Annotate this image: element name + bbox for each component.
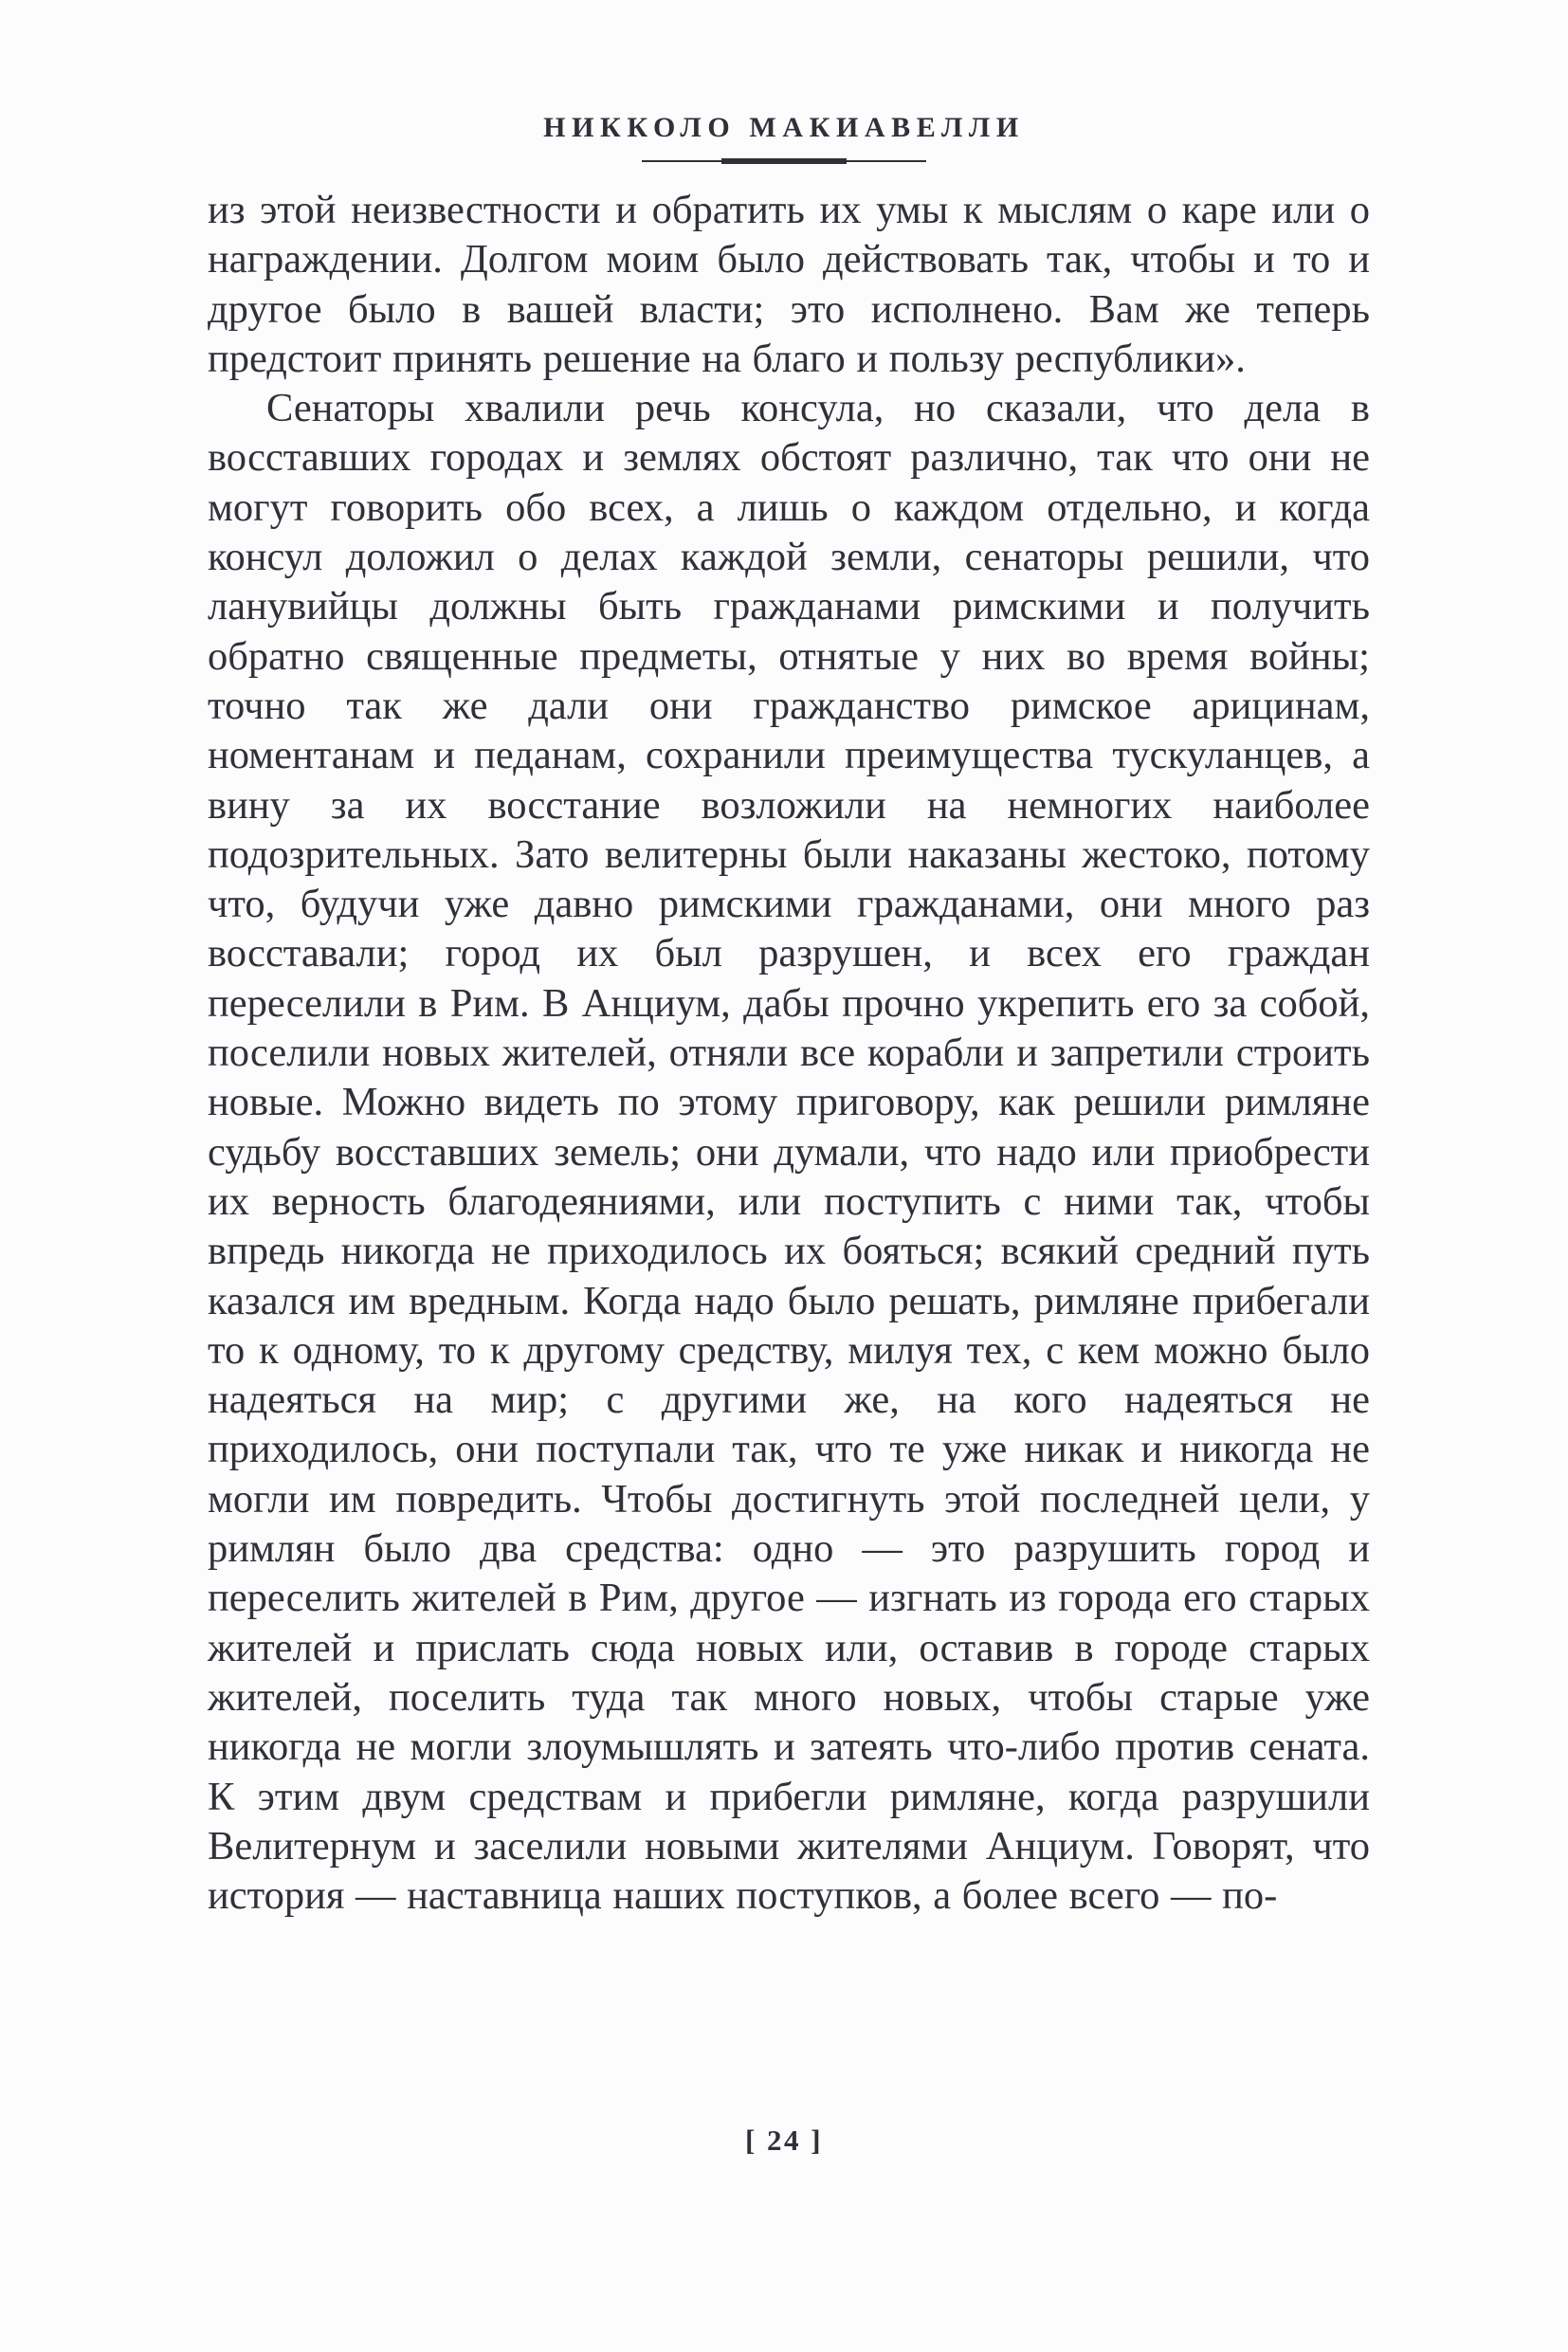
page-footer [0,2124,1568,2158]
page-body-text [208,186,1370,1921]
page-number: [ 24 ] [744,2124,824,2157]
divider-thick-line [721,158,847,164]
running-head-title: НИККОЛО МАКИАВЕЛЛИ [543,112,1025,143]
paragraph-continuation: из этой неизвестности и обратить их умы к мыслям о каре или о награждении. Долгом моим было действовать так, чтобы и то и другое было в вашей власти; это исполнено. Вам же теперь предстоит принять решение на благо и пользу республики». [208,188,1370,381]
paragraph: Сенаторы хвалили речь консула, но сказали, что дела в восставших городах и землях обстоят различно, так что они не могут говорить обо всех, а лишь о каждом отдельно, и когда консул доложил о делах каждой земли, сенаторы решили, что ланувийцы должны быть гражданами римскими и получить обратно священные предметы, отнятые у них во время войны; точно так же дали они гражданство римское арицинам, номентанам и педанам, сохранили преимущества тускуланцев, а вину за их восстание возложили на немногих наиболее подозрительных. Зато велитерны были наказаны жестоко, потому что, будучи уже давно римскими гражданами, они много раз восставали; город их был разрушен, и всех его граждан переселили в Рим. В Анциум, дабы прочно укрепить его за собой, поселили новых жителей, отняли все корабли и запретили строить новые. Можно видеть по этому приговору, как решили римляне судьбу восставших земель; они думали, что надо или приобрести их верность благодеяниями, или поступить с ними так, чтобы впредь никогда не приходилось их бояться; всякий средний путь казался им вредным. Когда надо было решать, римляне прибегали то к одному, то к другому средству, милуя тех, с кем можно было надеяться на мир; с другими же, на кого надеяться не приходилось, они поступали так, что те уже никак и никогда не могли им повредить. Чтобы достигнуть этой последней цели, у римлян было два средства: одно — это разрушить город и переселить жителей в Рим, другое — изгнать из города его старых жителей и прислать сюда новых или, оставив в городе старых жителей, поселить туда так много новых, чтобы старые уже никогда не могли злоумышлять и затеять что-либо против сената. К этим двум средствам и прибегли римляне, когда разрушили Велитернум и заселили новыми жителями Анциум. Говорят, что история — наставница наших поступков, а более всего — по- [208,386,1370,1919]
page-header [0,112,1568,164]
header-divider [642,157,926,164]
